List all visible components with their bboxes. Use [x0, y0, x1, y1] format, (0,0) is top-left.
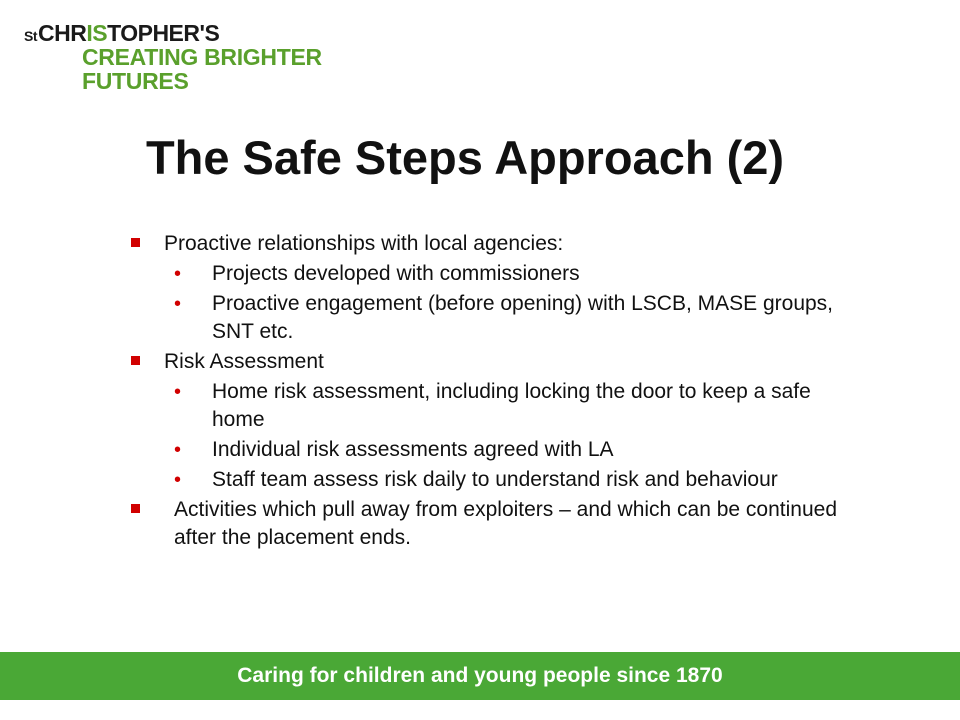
- bullet-item: [128, 230, 868, 258]
- footer-banner: [0, 652, 960, 700]
- dot-bullet-icon: •: [174, 263, 182, 285]
- logo-st: St: [24, 28, 37, 44]
- slide-title: The Safe Steps Approach (2): [145, 131, 785, 184]
- logo-tagline-line1: CREATING BRIGHTER: [82, 44, 322, 70]
- sub-bullet-text: Home risk assessment, including locking the door to keep a safe home: [212, 380, 811, 431]
- sub-bullet-text: Staff team assess risk daily to understand risk and behaviour: [212, 468, 778, 491]
- sub-bullet-item: [128, 378, 868, 434]
- logo-name-part-c: TOPHER'S: [107, 20, 220, 46]
- sub-bullet-text: Individual risk assessments agreed with LA: [212, 438, 614, 461]
- bullet-text: Activities which pull away from exploiters – and which can be continued after the placement ends.: [174, 498, 838, 549]
- sub-bullet-item: [128, 436, 868, 464]
- bullet-text: Proactive relationships with local agencies:: [164, 232, 564, 255]
- logo-tagline-line2: FUTURES: [82, 68, 189, 94]
- logo-name-part-a: CHR: [38, 20, 87, 46]
- bullet-item: [128, 496, 868, 552]
- footer-text: Caring for children and young people since 1870: [237, 664, 723, 687]
- logo-name-part-b: IS: [86, 20, 108, 46]
- dot-bullet-icon: •: [174, 293, 182, 315]
- sub-bullet-item: [128, 290, 868, 346]
- logo: [24, 22, 322, 93]
- square-bullet-icon: [131, 356, 140, 365]
- bullet-list: [128, 230, 868, 554]
- bullet-item: [128, 348, 868, 376]
- sub-bullet-text: Proactive engagement (before opening) with LSCB, MASE groups, SNT etc.: [212, 292, 834, 343]
- bullet-text: Risk Assessment: [164, 350, 324, 373]
- dot-bullet-icon: •: [174, 439, 182, 461]
- logo-name: [24, 22, 322, 45]
- square-bullet-icon: [131, 238, 140, 247]
- square-bullet-icon: [131, 504, 140, 513]
- dot-bullet-icon: •: [174, 381, 182, 403]
- sub-bullet-item: [128, 466, 868, 494]
- dot-bullet-icon: •: [174, 469, 182, 491]
- sub-bullet-item: [128, 260, 868, 288]
- sub-bullet-text: Projects developed with commissioners: [212, 262, 580, 285]
